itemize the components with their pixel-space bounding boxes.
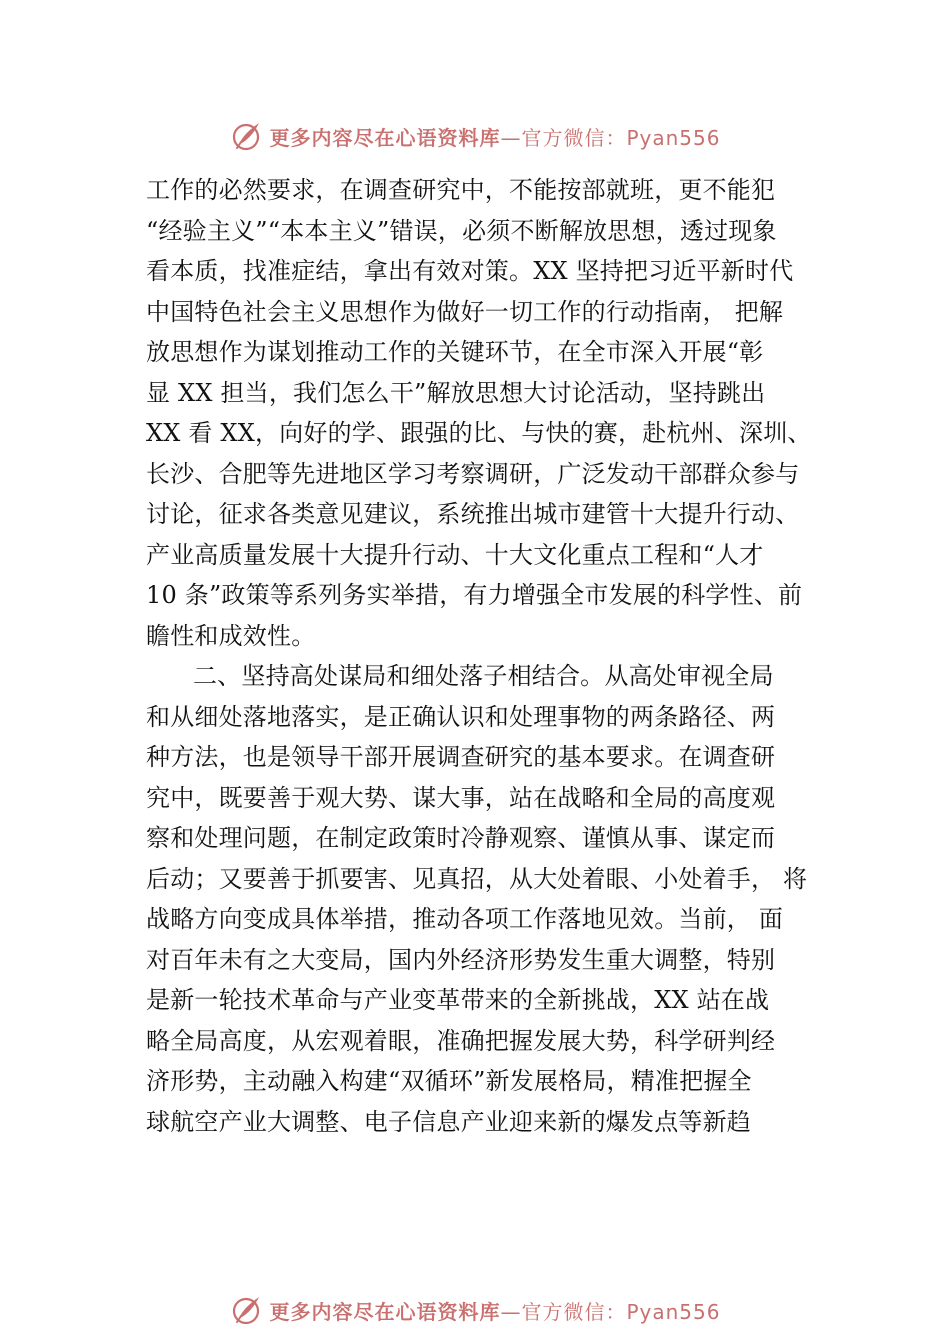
text-line: 后动；又要善于抓要害、见真招，从大处着眼、小处着手， 将 xyxy=(146,864,808,893)
text-line: 种方法，也是领导干部开展调查研究的基本要求。在调查研 xyxy=(146,743,776,771)
text-line: 10 条”政策等系列务实举措，有力增强全市发展的科学性、前 xyxy=(146,581,803,609)
text-line: 是新一轮技术革命与产业变革带来的全新挑战，XX 站在战 xyxy=(146,986,770,1014)
text-line: 略全局高度，从宏观着眼，准确把握发展大势，科学研判经 xyxy=(146,1026,776,1055)
quill-logo-icon xyxy=(229,118,265,154)
text-line: 工作的必然要求，在调查研究中，不能按部就班，更不能犯 xyxy=(146,176,776,204)
watermark-brand: 更多内容尽在心语资料库 xyxy=(269,1299,501,1324)
text-line: 究中，既要善于观大势、谋大事，站在战略和全局的高度观 xyxy=(146,783,776,812)
text-line: 二、坚持高处谋局和细处落子相结合。从高处审视全局 xyxy=(146,662,774,690)
footer-watermark xyxy=(0,1290,950,1330)
text-line: 长沙、合肥等先进地区学习考察调研，广泛发动干部群众参与 xyxy=(146,459,800,488)
text-line: XX 看 XX，向好的学、跟强的比、与快的赛，赴杭州、深圳、 xyxy=(146,419,812,447)
text-line: 对百年未有之大变局，国内外经济形势发生重大调整，特别 xyxy=(146,945,776,974)
text-line: 中国特色社会主义思想作为做好一切工作的行动指南， 把解 xyxy=(146,297,784,326)
text-line: 济形势，主动融入构建“双循环”新发展格局，精准把握全 xyxy=(146,1067,752,1095)
text-line: 瞻性和成效性。 xyxy=(146,621,316,650)
text-line: 讨论，征求各类意见建议，系统推出城市建管十大提升行动、 xyxy=(146,500,800,528)
watermark-text xyxy=(269,1296,720,1325)
header-watermark xyxy=(0,116,950,156)
text-line: 产业高质量发展十大提升行动、十大文化重点工程和“人才 xyxy=(146,540,764,569)
text-line: 和从细处落地落实，是正确认识和处理事物的两条路径、两 xyxy=(146,702,776,731)
text-line: 显 XX 担当，我们怎么干”解放思想大讨论活动，坚持跳出 xyxy=(146,378,766,407)
watermark-contact: —官方微信：Pyan556 xyxy=(500,1299,721,1324)
quill-logo-icon xyxy=(229,1292,265,1328)
watermark-brand: 更多内容尽在心语资料库 xyxy=(269,125,501,150)
document-body xyxy=(146,170,826,1142)
text-line: 球航空产业大调整、电子信息产业迎来新的爆发点等新趋 xyxy=(146,1107,751,1136)
text-line: 战略方向变成具体举措，推动各项工作落地见效。当前， 面 xyxy=(146,905,784,933)
text-line: “经验主义”“本本主义”错误，必须不断解放思想，透过现象 xyxy=(146,216,777,245)
text-line: 察和处理问题，在制定政策时冷静观察、谨慎从事、谋定而 xyxy=(146,824,776,852)
text-line: 放思想作为谋划推动工作的关键环节，在全市深入开展“彰 xyxy=(146,338,764,366)
watermark-contact: —官方微信：Pyan556 xyxy=(500,125,721,150)
watermark-text xyxy=(269,122,720,151)
text-line: 看本质，找准症结，拿出有效对策。XX 坚持把习近平新时代 xyxy=(146,257,794,285)
